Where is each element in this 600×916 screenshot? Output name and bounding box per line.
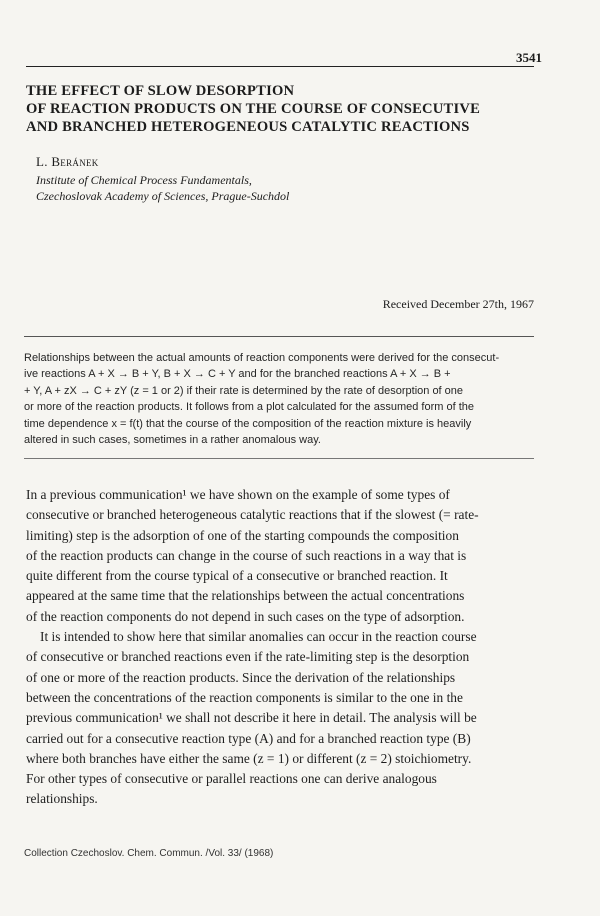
author-name: L. Beránek: [36, 154, 99, 169]
body-line: previous communication¹ we shall not describe it here in detail. The analysis will be: [26, 710, 477, 726]
body-line: consecutive or branched heterogeneous catalytic reactions that if the slowest (= rate-: [26, 507, 479, 523]
abstract-line: + Y, A + zX → C + zY (z = 1 or 2) if their rate is determined by the rate of desorption of one: [24, 384, 464, 397]
body-line: appeared at the same time that the relationships between the actual concentrations: [26, 588, 465, 604]
body-line: limiting) step is the adsorption of one of the starting compounds the composition: [26, 527, 459, 543]
title-line: AND BRANCHED HETEROGENEOUS CATALYTIC REACTIONS: [26, 119, 470, 135]
author-affiliation: [36, 172, 456, 204]
body-line: quite different from the course typical of a consecutive or branched reaction. It: [26, 568, 448, 584]
body-line: of the reaction components do not depend in such cases on the type of adsorption.: [26, 608, 465, 624]
journal-footer: Collection Czechoslov. Chem. Commun. /Vol. 33/ (1968): [24, 848, 274, 859]
body-line: of one or more of the reaction products. Since the derivation of the relationships: [26, 669, 456, 685]
page-number: 3541: [516, 50, 542, 65]
affiliation-line: Institute of Chemical Process Fundamentals,: [36, 173, 252, 187]
abstract-line: or more of the reaction products. It follows from a plot calculated for the assumed form of the: [24, 401, 474, 414]
title-line: THE EFFECT OF SLOW DESORPTION: [26, 83, 295, 99]
body-line: relationships.: [26, 791, 98, 807]
title-line: OF REACTION PRODUCTS ON THE COURSE OF CONSECUTIVE: [26, 101, 481, 117]
abstract-line: Relationships between the actual amounts of reaction components were derived for the consecut-: [24, 352, 500, 364]
body-line: In a previous communication¹ we have shown on the example of some types of: [26, 487, 450, 502]
body-line: where both branches have either the same (z = 1) or different (z = 2) stoichiometry.: [26, 750, 472, 766]
affiliation-line: Czechoslovak Academy of Sciences, Prague-Suchdol: [36, 189, 290, 203]
abstract: [24, 350, 536, 448]
received-date: Received December 27th, 1967: [382, 297, 534, 311]
body-line: For other types of consecutive or parallel reactions one can derive analogous: [26, 771, 437, 787]
header-rule: [26, 66, 534, 67]
body-line: It is intended to show here that similar anomalies can occur in the reaction course: [40, 629, 477, 645]
abstract-line: ive reactions A + X → B + Y, B + X → C + Y and for the branched reactions A + X → B +: [24, 368, 451, 381]
abstract-line: time dependence x = f(t) that the course of the composition of the reaction mixture is heavily: [24, 417, 472, 430]
abstract-top-rule: [24, 336, 534, 337]
abstract-bottom-rule: [24, 458, 534, 459]
body-line: of consecutive or branched reactions even if the rate-limiting step is the desorption: [26, 649, 470, 665]
body-line: carried out for a consecutive reaction type (A) and for a branched reaction type (B): [26, 730, 471, 746]
body-line: between the concentrations of the reaction components is similar to the one in the: [26, 689, 463, 705]
body-line: of the reaction products can change in the course of such reactions in a way that is: [26, 547, 467, 563]
article-title: [26, 82, 546, 136]
abstract-line: altered in such cases, sometimes in a rather anomalous way.: [24, 434, 321, 447]
body-text: [26, 485, 538, 810]
